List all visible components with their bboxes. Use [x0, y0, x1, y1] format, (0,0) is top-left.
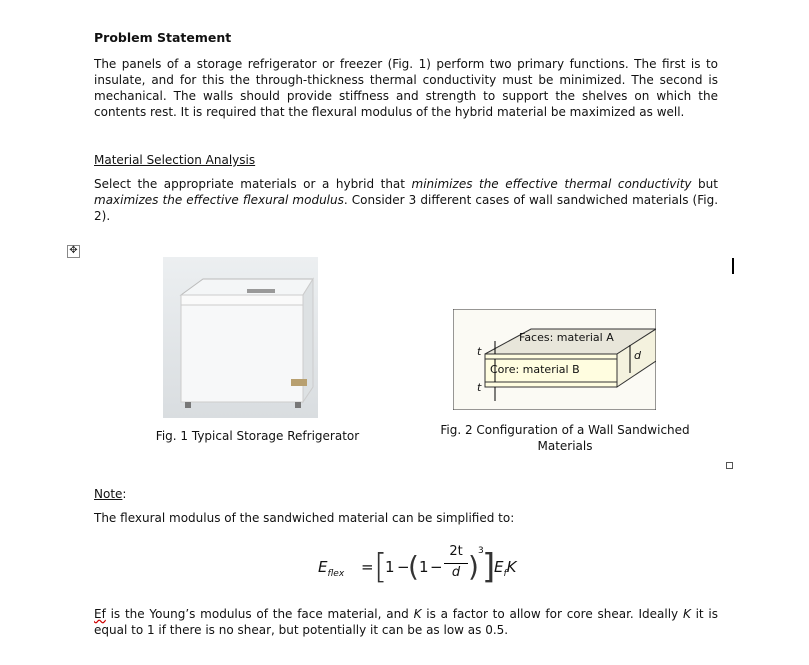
fig2-caption: Fig. 2 Configuration of a Wall Sandwiched Materials — [440, 423, 690, 453]
d-label: d — [634, 349, 641, 362]
note-label — [94, 486, 718, 502]
eq-ef: E — [494, 558, 504, 576]
table-move-handle-icon[interactable]: ✥ — [67, 245, 80, 258]
t-label-top: t — [477, 345, 482, 358]
eq-sub-f: f — [503, 569, 507, 579]
eq-one: 1 — [385, 558, 395, 576]
eq-sub-flex: flex — [327, 569, 345, 579]
heading-problem-statement: Problem Statement — [94, 30, 232, 45]
text-italic: maximizes the effective flexural modulus — [94, 193, 344, 207]
text: is the Young’s modulus of the face material, and — [105, 607, 414, 621]
text: but — [691, 177, 718, 191]
eq-one-inner: 1 — [419, 558, 429, 576]
final-paragraph — [94, 606, 718, 638]
problem-paragraph: The panels of a storage refrigerator or freezer (Fig. 1) perform two primary functions. The first is to insulate, and for this the through-thickness thermal conductivity must be minimized. The second is mechanical. The walls should provide stiffness and strength to support the shelves on which the contents rest. It is required that the flexural modulus of the hybrid material be maximized as well. — [94, 57, 718, 119]
analysis-paragraph — [94, 176, 718, 224]
t-label-bottom: t — [477, 381, 482, 394]
note-colon: : — [122, 487, 127, 501]
k-term: K — [413, 607, 422, 621]
k-term: K — [682, 607, 691, 621]
text: . Consider 3 different cases of wall sandwiched materials (Fig. 2). — [94, 193, 719, 223]
eq-exponent: 3 — [478, 546, 484, 556]
eq-e: E — [318, 558, 328, 576]
text-italic: minimizes the effective thermal conductivity — [411, 177, 692, 191]
note-text: The flexural modulus of the sandwiched material can be simplified to: — [94, 511, 515, 525]
sandwich-diagram — [453, 309, 656, 410]
eq-minus: − — [397, 558, 410, 576]
resize-handle[interactable] — [726, 462, 733, 469]
note-word: Note — [94, 487, 123, 501]
eq-k: K — [506, 558, 517, 576]
eq-minus-inner: − — [430, 558, 443, 576]
document-page: Problem Statement The panels of a storage refrigerator or freezer (Fig. 1) perform two primary functions. The first is to insulate, and for this the through-thickness thermal conductivity must be minimized. The second is mechanical. The walls should provide stiffness and strength to support the shelves on which the contents rest. It is required that the flexural modulus of the hybrid material be maximized as well. Material Selection Analysis Select the appropriate materials or a hybrid that minimizes the effective thermal conductivity but maximizes the effective flexural modulus. Consider 3 different cases of wall sandwiched materials (Fig. 2). ✥ Fig. 1 Typical Storage Refrigerator Faces: material A Core: material B t t d Fig. 2 Configuration of a Wall Sandwiched Materials Note: The flexural modulus of the sandwiched material can be simplified to: $E_{flex}$ = [ 1 − ( 1 − 2t d ) 3 ] $E_fK$ Ef is the Young’s modulus of the face material, and K is a factor to allow for core shear. Ideally K it is equal to 1 if there is no shear, but potentially it can be as low as 0.5. — [0, 0, 809, 665]
text: Select the appropriate materials or a hybrid that — [94, 177, 412, 191]
heading-material-selection: Material Selection Analysis — [94, 153, 256, 167]
core-label: Core: material B — [490, 363, 580, 376]
eq-denominator: d — [451, 565, 461, 580]
text: is a factor to allow for core shear. Ideally — [421, 607, 683, 621]
ef-term: Ef — [94, 607, 106, 621]
faces-label: Faces: material A — [519, 331, 614, 344]
text-cursor — [732, 258, 734, 274]
fig1-caption: Fig. 1 Typical Storage Refrigerator — [155, 429, 360, 443]
refrigerator-image — [163, 257, 318, 418]
text: it is equal to 1 if there is no shear, but potentially it can be as low as 0.5. — [94, 607, 718, 637]
eq-equals: = — [361, 558, 374, 576]
eq-numerator: 2t — [449, 544, 463, 559]
